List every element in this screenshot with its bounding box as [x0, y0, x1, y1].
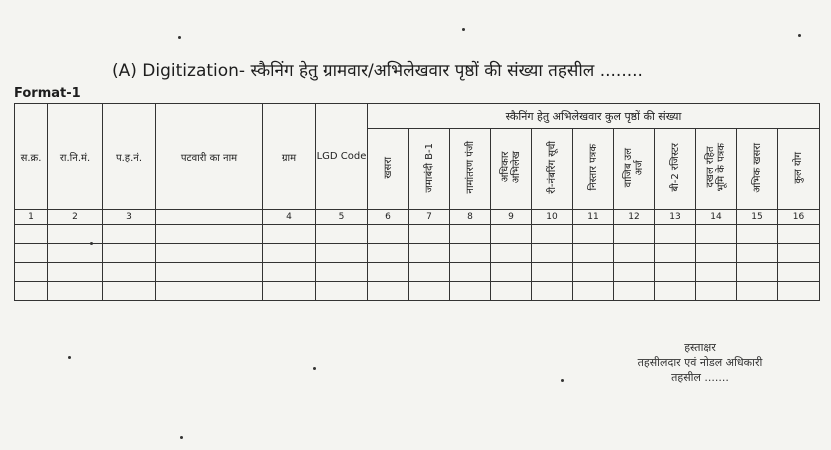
table-cell — [778, 244, 820, 263]
header-record-column — [491, 129, 532, 210]
header-record-label: वाजिब उल अर्ज — [623, 147, 645, 188]
scan-speck — [178, 36, 181, 39]
table-cell — [263, 244, 316, 263]
header-record-label: बी-2 रजिस्टर — [669, 143, 681, 192]
header-patwari-halka: प.ह.नं. — [103, 104, 156, 210]
table-cell — [655, 282, 696, 301]
table-cell — [48, 225, 103, 244]
header-record-column — [778, 129, 820, 210]
table-cell — [532, 282, 573, 301]
column-number: 15 — [737, 210, 778, 225]
scan-speck — [462, 28, 465, 31]
table-cell — [450, 263, 491, 282]
table-cell — [737, 282, 778, 301]
table-cell — [103, 244, 156, 263]
column-number: 16 — [778, 210, 820, 225]
header-record-column — [737, 129, 778, 210]
table-cell — [450, 225, 491, 244]
signature-tehsil: तहसील ....... — [671, 371, 729, 384]
table-cell — [573, 244, 614, 263]
table-row — [15, 244, 820, 263]
header-record-pages-group: स्कैनिंग हेतु अभिलेखवार कुल पृष्ठों की संख्या — [368, 104, 820, 129]
table-cell — [409, 263, 450, 282]
header-record-column — [368, 129, 409, 210]
table-row — [15, 263, 820, 282]
header-lgd-code: LGD Code — [316, 104, 368, 210]
table-cell — [103, 263, 156, 282]
table-cell — [368, 263, 409, 282]
table-cell — [614, 244, 655, 263]
header-record-label: निस्तार पत्रक — [587, 144, 599, 191]
table-cell — [316, 244, 368, 263]
table-cell — [614, 225, 655, 244]
scan-speck — [90, 242, 93, 245]
table-cell — [573, 263, 614, 282]
header-village: ग्राम — [263, 104, 316, 210]
table-cell — [48, 263, 103, 282]
header-record-label: दखल रहित भूमि के पत्रक — [705, 143, 727, 192]
table-cell — [263, 225, 316, 244]
table-cell — [48, 244, 103, 263]
signature-designation: तहसीलदार एवं नोडल अधिकारी — [637, 356, 763, 369]
column-number: 13 — [655, 210, 696, 225]
scan-speck — [180, 436, 183, 439]
scan-speck — [561, 379, 564, 382]
table-cell — [655, 244, 696, 263]
table-cell — [737, 225, 778, 244]
table-cell — [737, 263, 778, 282]
table-cell — [409, 244, 450, 263]
header-record-label: अभिक खसरा — [751, 142, 763, 193]
column-number: 6 — [368, 210, 409, 225]
column-number: 9 — [491, 210, 532, 225]
table-cell — [368, 225, 409, 244]
table-cell — [491, 263, 532, 282]
column-number: 10 — [532, 210, 573, 225]
scan-speck — [798, 34, 801, 37]
header-record-label: जमाबंदी B-1 — [423, 142, 435, 193]
header-record-label: नामांतरण पंजी — [464, 141, 476, 194]
column-number: 5 — [316, 210, 368, 225]
table-cell — [450, 282, 491, 301]
table-cell — [655, 263, 696, 282]
table-cell — [103, 282, 156, 301]
header-record-column — [696, 129, 737, 210]
table-cell — [696, 225, 737, 244]
table-cell — [737, 244, 778, 263]
scan-speck — [313, 367, 316, 370]
table-cell — [655, 225, 696, 244]
table-cell — [573, 282, 614, 301]
table-cell — [15, 225, 48, 244]
table-cell — [450, 244, 491, 263]
header-record-column — [655, 129, 696, 210]
header-record-label: अधिकार अभिलेख — [500, 151, 522, 184]
header-record-label: री-नंबरिंग सूची — [546, 141, 558, 194]
table-cell — [316, 282, 368, 301]
table-cell — [316, 225, 368, 244]
scan-speck — [68, 356, 71, 359]
table-cell — [696, 244, 737, 263]
signature-label: हस्ताक्षर — [684, 341, 716, 354]
header-record-label: कुल योग — [793, 151, 805, 184]
table-cell — [156, 263, 263, 282]
header-record-column — [450, 129, 491, 210]
table-cell — [532, 263, 573, 282]
table-cell — [614, 282, 655, 301]
table-cell — [156, 282, 263, 301]
table-cell — [491, 225, 532, 244]
table-cell — [368, 244, 409, 263]
table-cell — [263, 282, 316, 301]
column-number — [156, 210, 263, 225]
signature-block — [600, 340, 800, 385]
document-title: (A) Digitization- स्कैनिंग हेतु ग्रामवार/अभिलेखवार पृष्ठों की संख्या तहसील ........ — [112, 61, 643, 81]
header-record-column — [573, 129, 614, 210]
column-number: 11 — [573, 210, 614, 225]
header-sr-no: स.क्र. — [15, 104, 48, 210]
table-cell — [696, 282, 737, 301]
column-number: 1 — [15, 210, 48, 225]
table-cell — [156, 244, 263, 263]
digitization-table — [14, 103, 820, 301]
table-cell — [15, 263, 48, 282]
column-number: 3 — [103, 210, 156, 225]
column-number: 4 — [263, 210, 316, 225]
table-cell — [491, 282, 532, 301]
column-number: 7 — [409, 210, 450, 225]
header-record-column — [409, 129, 450, 210]
header-record-column — [532, 129, 573, 210]
table-cell — [48, 282, 103, 301]
column-number: 14 — [696, 210, 737, 225]
table-cell — [573, 225, 614, 244]
table-cell — [532, 244, 573, 263]
column-number: 12 — [614, 210, 655, 225]
table-cell — [15, 244, 48, 263]
table-cell — [368, 282, 409, 301]
table-cell — [15, 282, 48, 301]
table-cell — [778, 263, 820, 282]
table-cell — [778, 225, 820, 244]
header-revenue-circle: रा.नि.मं. — [48, 104, 103, 210]
table-cell — [103, 225, 156, 244]
table-row — [15, 282, 820, 301]
table-cell — [778, 282, 820, 301]
table-row — [15, 225, 820, 244]
header-record-label: खसरा — [382, 156, 394, 179]
format-label: Format-1 — [14, 86, 81, 101]
table-cell — [532, 225, 573, 244]
table-cell — [491, 244, 532, 263]
column-number: 8 — [450, 210, 491, 225]
table-cell — [156, 225, 263, 244]
table-cell — [409, 225, 450, 244]
table-cell — [316, 263, 368, 282]
table-cell — [696, 263, 737, 282]
header-record-column — [614, 129, 655, 210]
table-cell — [614, 263, 655, 282]
table-cell — [409, 282, 450, 301]
header-patwari-name: पटवारी का नाम — [156, 104, 263, 210]
column-number: 2 — [48, 210, 103, 225]
table-cell — [263, 263, 316, 282]
